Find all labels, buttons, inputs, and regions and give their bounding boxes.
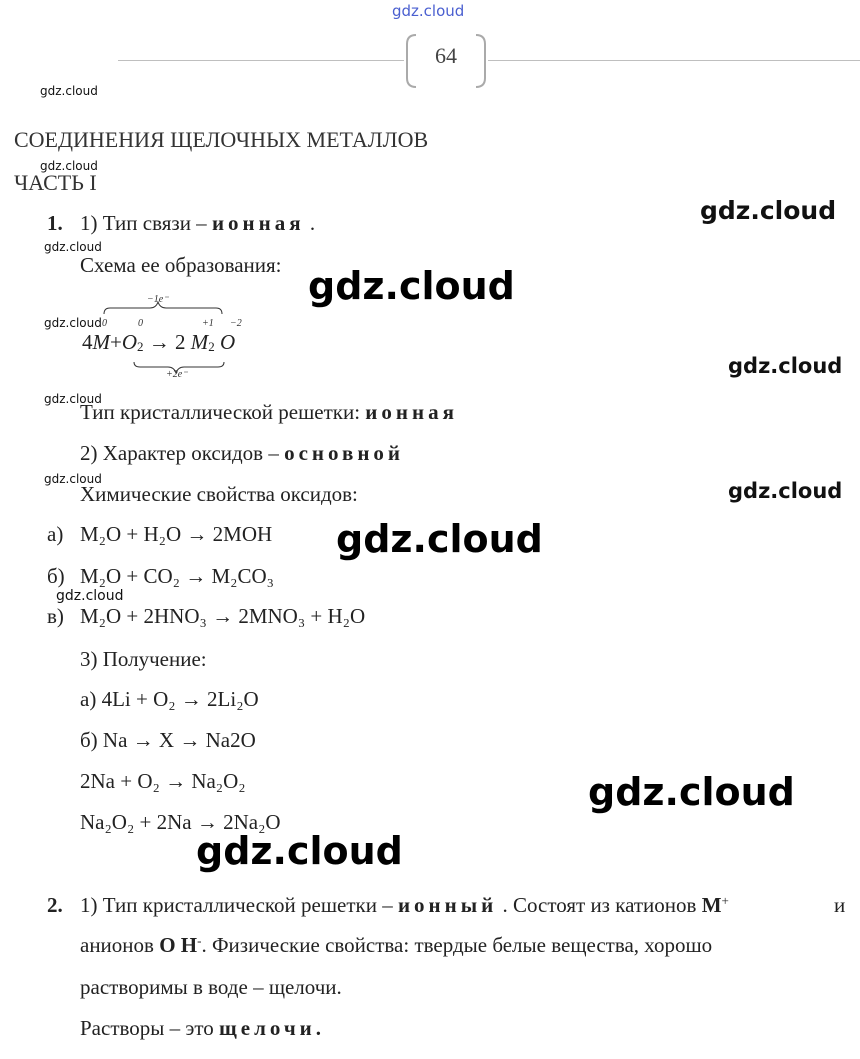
watermark-medium-1: gdz.cloud: [700, 196, 837, 225]
watermark-medium-3: gdz.cloud: [728, 479, 843, 503]
anion-charge: -: [197, 932, 202, 948]
reaction-a: M₂O + H₂O → 2MOH: [80, 522, 273, 546]
watermark-large-4: gdz.cloud: [196, 829, 403, 873]
part-title: ЧАСТЬ I: [14, 170, 97, 195]
scheme-top-electrons: −1e⁻: [147, 294, 169, 305]
ox-state-m-right: +1: [202, 318, 214, 329]
task-2-number: 2.: [47, 893, 63, 917]
bond-suffix: .: [304, 211, 316, 235]
page-number-frame: [404, 33, 488, 89]
watermark-medium-2: gdz.cloud: [728, 354, 843, 378]
watermark-large-1: gdz.cloud: [308, 264, 515, 308]
watermark-large-3: gdz.cloud: [588, 770, 795, 814]
watermark-large-2: gdz.cloud: [336, 517, 543, 561]
oxide-line: [80, 443, 404, 464]
anion-symbol: O H: [159, 933, 198, 957]
reaction-c-label: в): [47, 604, 64, 628]
task-2-line-3: растворимы в воде – щелочи.: [80, 975, 342, 999]
chem-props-label: Химические свойства оксидов:: [80, 482, 358, 506]
watermark-small-2: gdz.cloud: [40, 159, 98, 173]
ox-state-o-right: −2: [230, 318, 242, 329]
watermark-small-7: gdz.cloud: [56, 588, 124, 604]
header-rule-right: [488, 60, 860, 61]
task-2-line-4: Растворы – это щелочи.: [80, 1016, 322, 1040]
scheme-equation: $4M+O_2 \to 2$ $M_2$ O: [82, 330, 236, 354]
ox-state-o2: 0: [138, 318, 143, 329]
solutions-value: щелочи: [219, 1016, 316, 1040]
reaction-c: M₂O + 2HNO₃ → 2MNO₃ + H₂O: [80, 604, 366, 628]
watermark-top: gdz.cloud: [392, 2, 465, 20]
task-1-bond-line: [80, 213, 315, 234]
oxide-value: основной: [284, 441, 405, 465]
obtain-label: 3) Получение:: [80, 647, 207, 671]
scheme-label: Схема ее образования:: [80, 253, 282, 277]
bond-value: ионная: [211, 211, 305, 235]
obtain-line-2: б) Na → X → Na2O: [80, 728, 256, 752]
task-2-line-1: 1) Тип кристаллической решетки – ионный . Состоят из катионов M+: [80, 892, 729, 917]
cation-symbol: M: [701, 893, 722, 917]
bond-prefix: 1) Тип связи –: [80, 211, 212, 235]
electron-transfer-scheme: [80, 292, 280, 382]
reaction-a-label: а): [47, 522, 64, 546]
watermark-small-6: gdz.cloud: [44, 472, 102, 486]
lattice-value: ионная: [365, 400, 458, 424]
reaction-b: M₂O + CO₂ → M₂CO₃: [80, 564, 274, 588]
ox-state-m-left: 0: [102, 318, 107, 329]
lattice-prefix: Тип кристаллической решетки:: [80, 400, 366, 424]
task-2-line-2: анионов O H-. Физические свойства: твердые белые вещества, хорошо: [80, 932, 713, 957]
obtain-line-3: 2Na + O₂ → Na₂O₂: [80, 769, 246, 793]
page-number: 64: [435, 43, 457, 68]
watermark-small-4: gdz.cloud: [44, 316, 102, 330]
lattice-type-value: ионный: [397, 893, 498, 917]
obtain-line-4: Na₂O₂ + 2Na → 2Na₂O: [80, 810, 281, 834]
watermark-small-1: gdz.cloud: [40, 84, 98, 98]
section-title: СОЕДИНЕНИЯ ЩЕЛОЧНЫХ МЕТАЛЛОВ: [14, 127, 429, 152]
watermark-small-5: gdz.cloud: [44, 392, 102, 406]
oxide-prefix: 2) Характер оксидов –: [80, 441, 285, 465]
obtain-line-1: а) 4Li + O₂ → 2Li₂O: [80, 687, 259, 711]
watermark-small-3: gdz.cloud: [44, 240, 102, 254]
scheme-bottom-electrons: +2e⁻: [166, 369, 188, 380]
cation-charge: +: [721, 892, 729, 908]
reaction-b-label: б): [47, 564, 65, 588]
header-rule-left: [118, 60, 404, 61]
task-1-number: 1.: [47, 211, 63, 235]
task-2-line-1-end: и: [834, 893, 846, 917]
lattice-line: [80, 402, 458, 423]
